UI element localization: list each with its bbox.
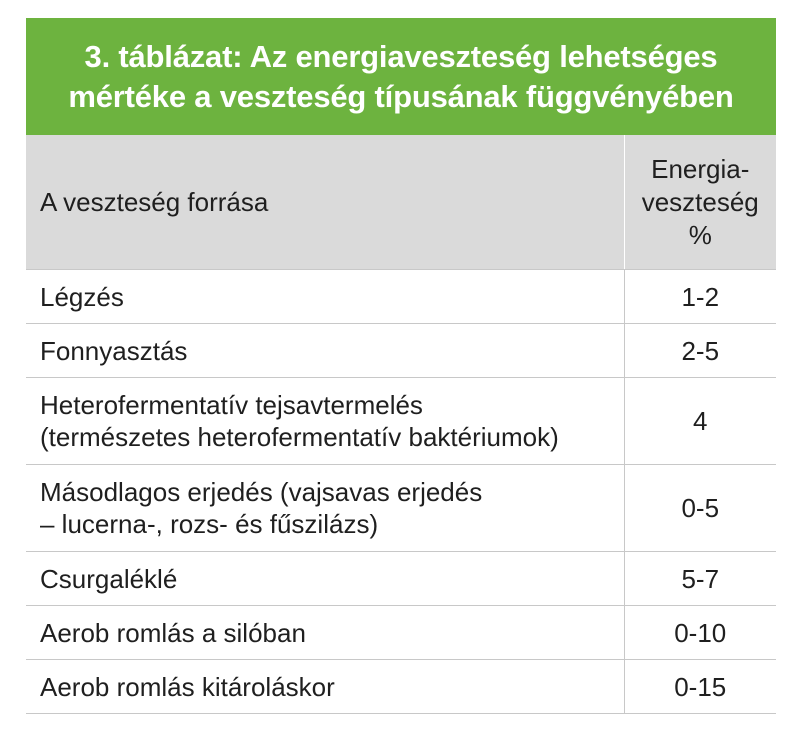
energy-loss-value: 1-2: [624, 270, 776, 324]
loss-source-cell: [26, 606, 624, 660]
loss-source-text: Aerob romlás a silóban: [40, 617, 306, 648]
header-row: [26, 135, 776, 270]
table-row: [26, 552, 776, 606]
header-energy-loss-line-1: Energia-: [651, 153, 750, 184]
loss-source-cell: [26, 270, 624, 324]
loss-source-text-line-2: – lucerna-, rozs- és fűszilázs): [40, 509, 379, 539]
loss-source-text-line-2: (természetes heterofermentatív baktériumok): [40, 422, 559, 452]
loss-source-text: Aerob romlás kitároláskor: [40, 671, 335, 702]
table-title: [26, 18, 776, 135]
energy-loss-table-container: [26, 18, 776, 714]
table-body: [26, 270, 776, 714]
header-energy-loss-line-2: veszteség: [641, 186, 759, 217]
table-header: [26, 135, 776, 270]
table-row: [26, 465, 776, 552]
table-title-line-2: mértéke a veszteség típusának függvényében: [68, 78, 734, 114]
loss-source-text: Csurgaléklé: [40, 563, 178, 594]
energy-loss-value: 2-5: [624, 324, 776, 378]
loss-source-cell: [26, 378, 624, 465]
table-row: [26, 660, 776, 714]
header-energy-loss-line-3: %: [688, 219, 712, 250]
loss-source-cell: [26, 324, 624, 378]
header-loss-source: A veszteség forrása: [26, 135, 624, 270]
loss-source-text: Fonnyasztás: [40, 335, 188, 366]
energy-loss-value: 4: [624, 378, 776, 465]
loss-source-text: Légzés: [40, 281, 124, 312]
table-row: [26, 324, 776, 378]
loss-source-text-line-1: Másodlagos erjedés (vajsavas erjedés: [40, 477, 483, 507]
energy-loss-value: 0-10: [624, 606, 776, 660]
table-row: [26, 378, 776, 465]
table-title-line-1: 3. táblázat: Az energiaveszteség lehetséges: [84, 38, 718, 74]
header-energy-loss-percent: [624, 135, 776, 270]
loss-source-cell: [26, 465, 624, 552]
energy-loss-value: 0-15: [624, 660, 776, 714]
energy-loss-value: 0-5: [624, 465, 776, 552]
loss-source-text-line-1: Heterofermentatív tejsavtermelés: [40, 390, 423, 420]
energy-loss-table: [26, 135, 776, 714]
loss-source-cell: [26, 552, 624, 606]
table-row: [26, 606, 776, 660]
table-row: [26, 270, 776, 324]
energy-loss-value: 5-7: [624, 552, 776, 606]
loss-source-cell: [26, 660, 624, 714]
